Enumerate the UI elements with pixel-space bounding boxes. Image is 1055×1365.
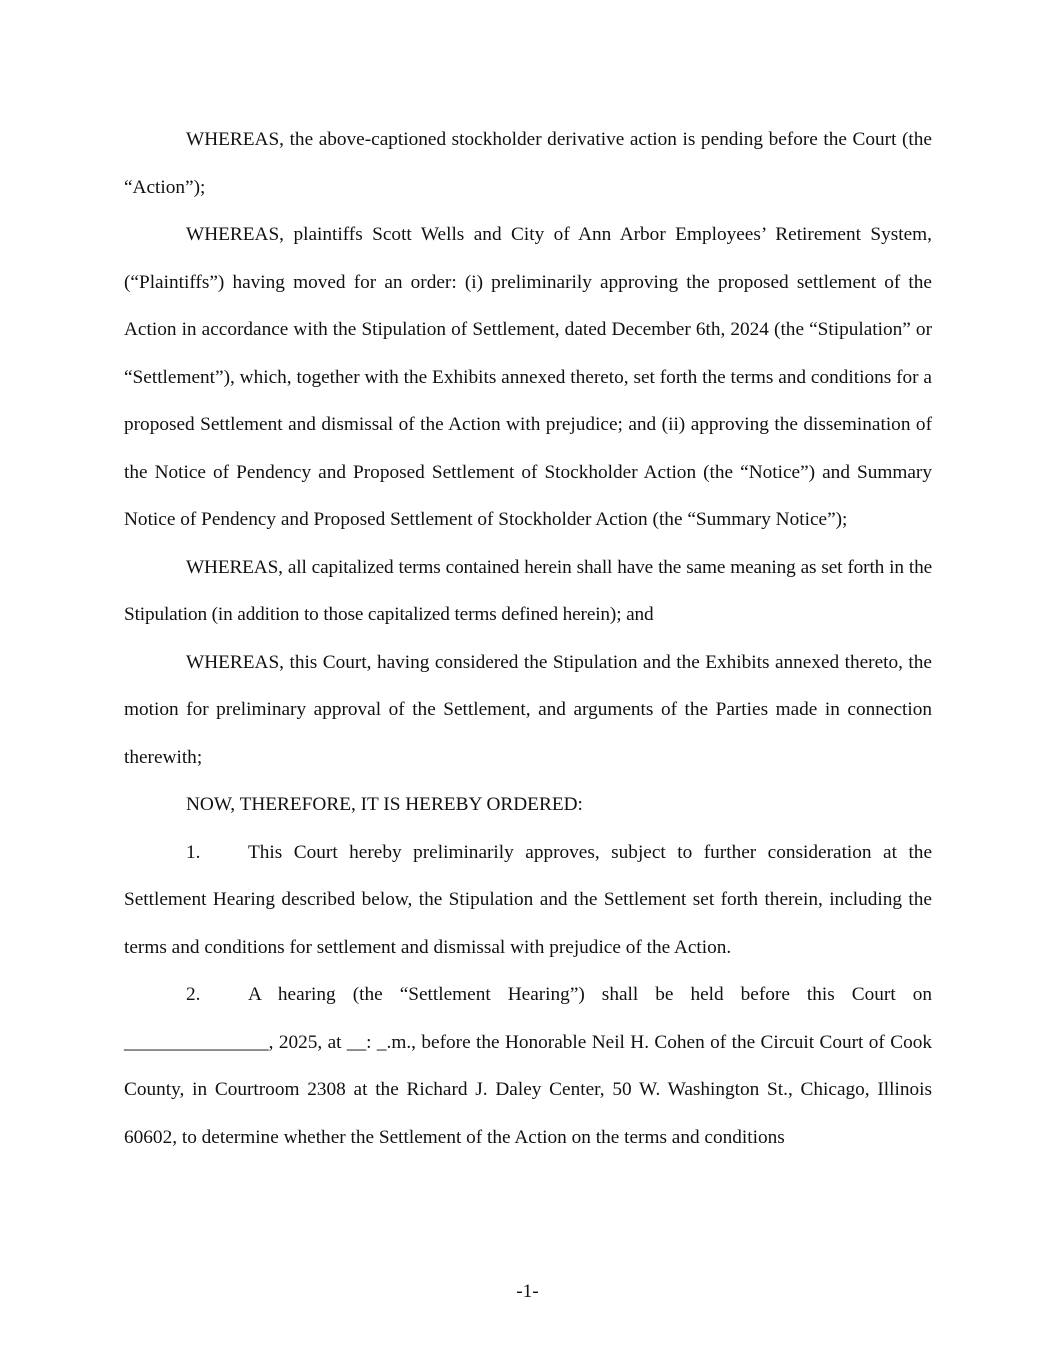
numbered-paragraph-1 — [124, 829, 932, 972]
whereas-capitalized-terms-paragraph: WHEREAS, all capitalized terms contained herein shall have the same meaning as set forth in the Stipulation (in addition to those capitalized terms defined herein); and — [124, 556, 932, 625]
whereas-pending-paragraph: WHEREAS, the above-captioned stockholder derivative action is pending before the Court (the “Action”); — [124, 129, 932, 198]
numbered-paragraph-2 — [124, 971, 932, 1161]
whereas-plaintiffs-paragraph: WHEREAS, plaintiffs Scott Wells and City of Ann Arbor Employees’ Retirement System, (“Plaintiffs”) having moved for an order: (i) preliminarily approving the proposed settlement of the Action in accordance with the Stipulation of Settlement, dated December 6th, 2024 (the “Stipulation” or “Settlement”), which, together with the Exhibits annexed thereto, set forth the terms and conditions for a proposed Settlement and dismissal of the Action with prejudice; and (ii) approving the dissemination of the Notice of Pendency and Proposed Settlement of Stockholder Action (the “Notice”) and Summary Notice of Pendency and Proposed Settlement of Stockholder Action (the “Summary Notice”); — [124, 224, 932, 530]
numbered-paragraph-text: A hearing (the “Settlement Hearing”) shall be held before this Court on _______________, 2025, at __: _.m., before the Honorable Neil H. Cohen of the Circuit Court of Cook County, in Courtroom 2308 at the Richard J. Daley Center, 50 W. Washington St., Chicago, Illinois 60602, to determine whether the Settlement of the Action on the terms and conditions — [124, 984, 932, 1148]
whereas-court-considered-paragraph: WHEREAS, this Court, having considered the Stipulation and the Exhibits annexed thereto, the motion for preliminary approval of the Settlement, and arguments of the Parties made in connection therewith; — [124, 651, 932, 768]
page-number: -1- — [516, 1281, 539, 1302]
document-body — [124, 116, 932, 1161]
numbered-paragraph-text: This Court hereby preliminarily approves, subject to further consideration at the Settlement Hearing described below, the Stipulation and the Settlement set forth therein, including the terms and conditions for settlement and dismissal with prejudice of the Action. — [124, 841, 932, 958]
paragraph-number: 2. — [186, 984, 201, 1005]
paragraph-number: 1. — [186, 841, 201, 863]
now-therefore-heading: NOW, THEREFORE, IT IS HEREBY ORDERED: — [186, 794, 583, 815]
